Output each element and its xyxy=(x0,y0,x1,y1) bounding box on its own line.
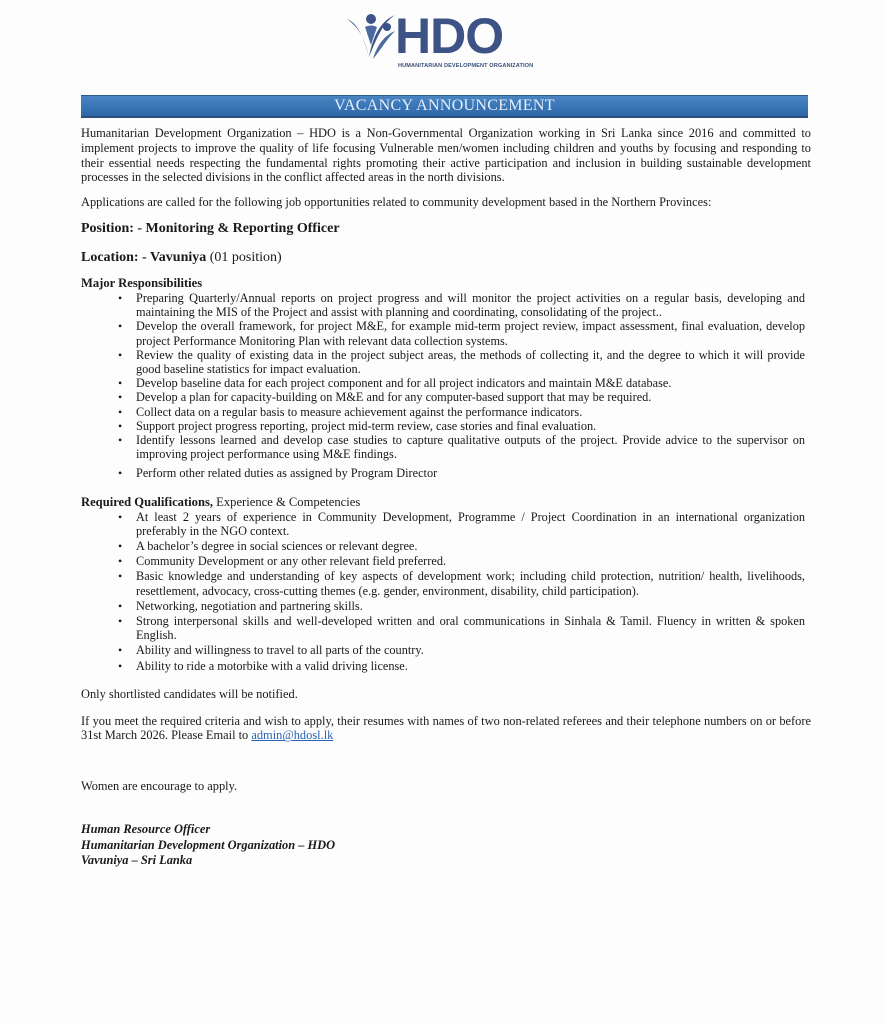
women-note: Women are encourage to apply. xyxy=(81,779,238,794)
list-item: • Identify lessons learned and develop case studies to capture qualitative outputs of the project. Provide advice to the supervisor on improving project performance using M&E findings. xyxy=(118,433,805,462)
calls-paragraph: Applications are called for the following job opportunities related to community development based in the Northern Provinces: xyxy=(81,195,712,210)
person-figure-icon xyxy=(343,5,403,71)
bullet-icon: • xyxy=(118,433,123,448)
location-label: Location: - Vavuniya xyxy=(81,249,207,265)
signature-location: Vavuniya – Sri Lanka xyxy=(81,853,193,868)
hdo-logo xyxy=(343,5,534,71)
bullet-icon: • xyxy=(118,418,123,433)
bullet-icon: • xyxy=(118,290,123,305)
email-link[interactable]: admin@hdosl.lk xyxy=(251,728,334,743)
apply-paragraph: If you meet the required criteria and wish to apply, their resumes with names of two non-related referees and their telephone numbers on or before 31st March 2026. Please Email to admin@hdosl.lk xyxy=(81,713,811,743)
list-item: • Strong interpersonal skills and well-developed written and oral communications in Sinhala & Tamil. Fluency in written & spoken English. xyxy=(118,614,805,643)
list-item: • Support project progress reporting, project mid-term review, case stories and final evaluation. xyxy=(118,418,597,433)
list-item: • A bachelor’s degree in social sciences or relevant degree. xyxy=(118,539,418,554)
list-item: • Networking, negotiation and partnering skills. xyxy=(118,598,363,613)
bullet-icon: • xyxy=(118,376,123,391)
vacancy-banner xyxy=(81,95,808,118)
responsibilities-list xyxy=(100,291,805,481)
bullet-icon: • xyxy=(118,347,123,362)
location-line xyxy=(81,249,811,266)
position-title: Position: - Monitoring & Reporting Officer xyxy=(81,220,340,236)
list-item: • Ability to ride a motorbike with a valid driving license. xyxy=(118,658,408,673)
bullet-icon: • xyxy=(118,509,123,524)
location-count: (01 position) xyxy=(209,249,282,265)
bullet-icon: • xyxy=(118,658,123,673)
list-item: • Collect data on a regular basis to measure achievement against the performance indicators. xyxy=(118,404,583,419)
header xyxy=(0,0,885,92)
bullet-icon: • xyxy=(118,598,123,613)
bullet-icon: • xyxy=(118,390,123,405)
intro-paragraph: Humanitarian Development Organization – HDO is a Non-Governmental Organization working in Sri Lanka since 2016 and committed to implement projects to improve the quality of life focusing Vulnerable men/women including children and youths by focusing and responding to their essential needs respecting the fundamental rights promoting their active participation and inclusion in building sustainable development processes in the selected divisions in the conflict affected areas in the north divisions. xyxy=(81,126,811,185)
list-item: • Develop the overall framework, for project M&E, for example mid-term project review, impact assessment, final evaluation, develop project Performance Monitoring Plan with relevant data collection systems. xyxy=(118,319,805,348)
logo-subtitle: HUMANITARIAN DEVELOPMENT ORGANIZATION xyxy=(398,63,534,69)
banner-title: VACANCY ANNOUNCEMENT xyxy=(334,97,555,114)
responsibilities-heading: Major Responsibilities xyxy=(81,275,203,290)
bullet-icon: • xyxy=(118,539,123,554)
signature-org: Humanitarian Development Organization – HDO xyxy=(81,837,336,852)
bullet-icon: • xyxy=(118,466,123,481)
logo-text: HDO xyxy=(395,8,504,64)
bullet-icon: • xyxy=(118,319,123,334)
bullet-icon: • xyxy=(118,404,123,419)
list-item: • Ability and willingness to travel to all parts of the country. xyxy=(118,643,424,658)
list-item: • At least 2 years of experience in Community Development, Programme / Project Coordination in an international organization preferably in the NGO context. xyxy=(118,509,805,538)
bullet-icon: • xyxy=(118,569,123,584)
list-item: • Review the quality of existing data in the project subject areas, the methods of collecting it, and the degree to which it will provide good baseline statistics for impact evaluation. xyxy=(118,347,805,376)
list-item: • Basic knowledge and understanding of key aspects of development work; including child protection, nutrition/ health, livelihoods, resettlement, advocacy, cross-cutting themes (e.g. gender, environment, disability, child participation). xyxy=(118,569,805,598)
shortlist-note: Only shortlisted candidates will be notified. xyxy=(81,686,298,701)
list-item: • Develop baseline data for each project component and for all project indicators and maintain M&E database. xyxy=(118,376,672,391)
bullet-icon: • xyxy=(118,643,123,658)
qualifications-heading: Required Qualifications, Experience & Competencies xyxy=(81,494,361,509)
document-body xyxy=(81,95,811,877)
signature-block xyxy=(81,822,811,877)
list-item: • Preparing Quarterly/Annual reports on project progress and will monitor the project activities on a regular basis, developing and maintaining the MIS of the Project and assist with planning and coordinating, consolidating of the project.. xyxy=(118,290,805,320)
qualifications-list xyxy=(100,510,805,673)
bullet-icon: • xyxy=(118,614,123,629)
signature-title: Human Resource Officer xyxy=(81,822,211,837)
list-item: • Community Development or any other relevant field preferred. xyxy=(118,554,447,569)
list-item: • Develop a plan for capacity-building on M&E and for any computer-based support that may be required. xyxy=(118,390,652,405)
bullet-icon: • xyxy=(118,554,123,569)
list-item: • Perform other related duties as assigned by Program Director xyxy=(118,466,438,481)
